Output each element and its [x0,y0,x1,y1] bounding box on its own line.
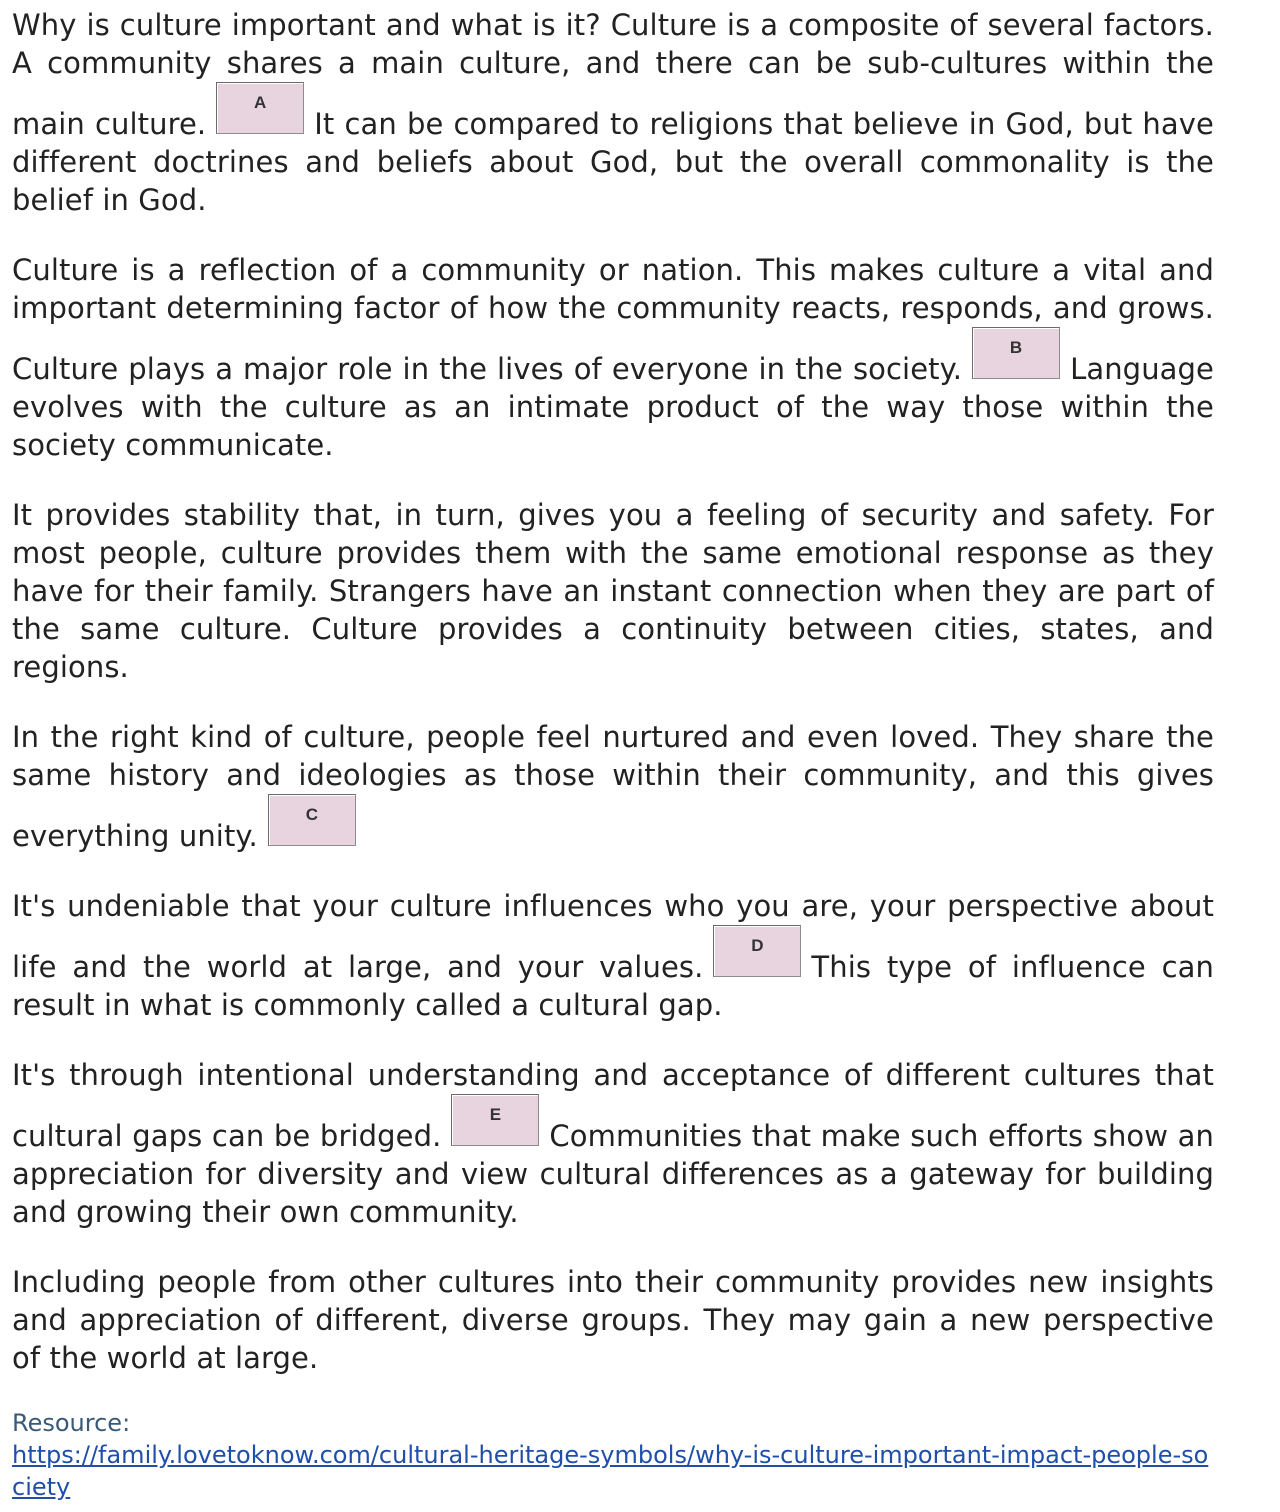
paragraph-3-text-1: It provides stability that, in turn, gives you a feeling of security and safety. For most people, culture provides them with the same emotional response as they have for their family. Strangers have an instant connection when they are part of the same culture. Culture provides a continuity between cities, states, and regions. [12,498,1214,684]
paragraph-1-text-1: Why is culture important and what is it? Culture is a composite of several factors. A community shares a main culture, and there can be sub-cultures within the main culture. [12,8,1214,141]
paragraph-4 [12,718,1214,855]
paragraph-5-text-1: It's undeniable that your culture influences who you are, your perspective about life and the world at large, and your values. [12,889,1214,984]
paragraph-3 [12,496,1214,686]
slot-letter-c: C [305,805,319,824]
answer-slot-e[interactable] [451,1094,539,1146]
paragraph-2 [12,251,1214,464]
paragraph-4-text-1: In the right kind of culture, people feel nurtured and even loved. They share the same history and ideologies as those within their community, and this gives everything unity. [12,720,1214,853]
slot-letter-b: B [1009,338,1023,357]
paragraph-5-text-2: This type of influence can result in what is commonly called a cultural gap. [12,950,1214,1022]
paragraph-2-text-2: Language evolves with the culture as an intimate product of the way those within the society communicate. [12,352,1214,462]
resource-section [12,1407,1214,1503]
paragraph-5 [12,887,1214,1024]
slot-letter-a: A [254,93,267,112]
answer-slot-d[interactable] [713,925,801,977]
answer-slot-b[interactable] [972,327,1060,379]
paragraph-2-text-1: Culture is a reflection of a community or nation. This makes culture a vital and important determining factor of how the community reacts, responds, and grows. Culture plays a major role in the lives of everyone in the society. [12,253,1214,386]
article [12,6,1214,1503]
slot-letter-d: D [751,936,764,955]
resource-link[interactable]: https://family.lovetoknow.com/cultural-heritage-symbols/why-is-culture-important-impact-people-society [12,1441,1209,1501]
answer-slot-a[interactable] [216,82,304,134]
resource-label: Resource: [12,1409,131,1437]
answer-slot-c[interactable] [268,794,356,846]
paragraph-7-text-1: Including people from other cultures into their community provides new insights and appreciation of different, diverse groups. They may gain a new perspective of the world at large. [12,1265,1214,1375]
paragraph-1 [12,6,1214,219]
paragraph-6-text-1: It's through intentional understanding and acceptance of different cultures that cultural gaps can be bridged. [12,1058,1214,1153]
paragraph-6-text-2: Communities that make such efforts show an appreciation for diversity and view cultural differences as a gateway for building and growing their own community. [12,1119,1215,1229]
paragraph-6 [12,1056,1214,1231]
paragraph-1-text-2: It can be compared to religions that believe in God, but have different doctrines and beliefs about God, but the overall commonality is the belief in God. [12,107,1214,217]
slot-letter-e: E [489,1105,502,1124]
paragraph-7 [12,1263,1214,1377]
